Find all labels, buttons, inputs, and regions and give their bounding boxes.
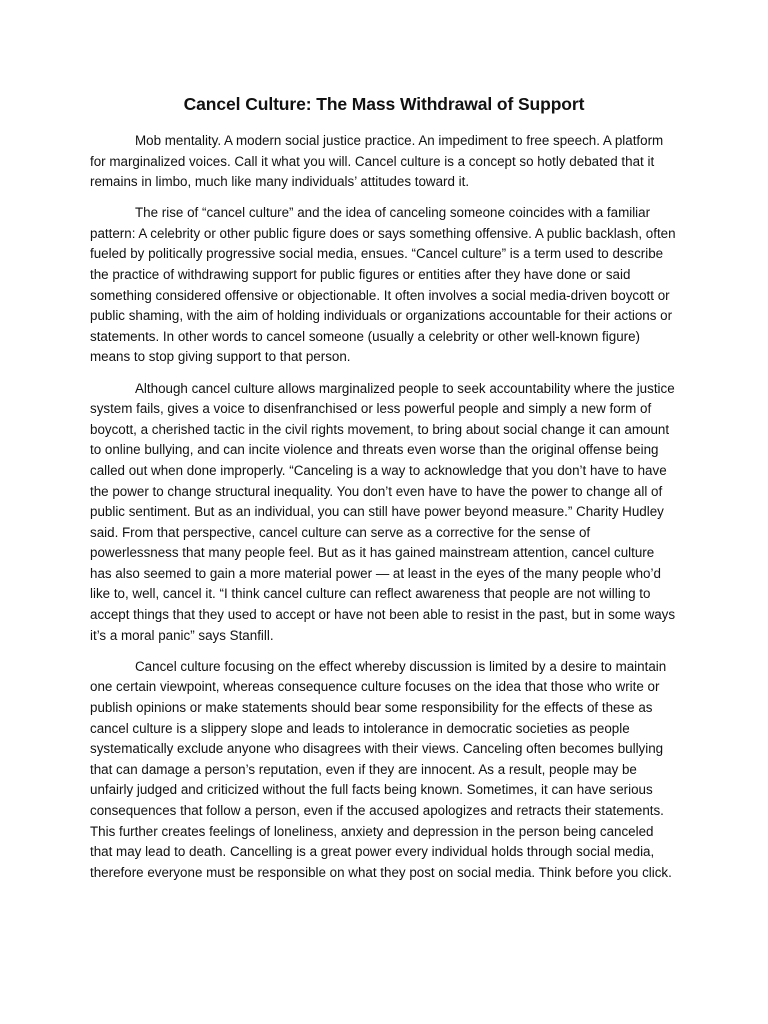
paragraph-accountability: Although cancel culture allows marginalized people to seek accountability where the justice system fails, gives a voice to disenfranchised or less powerful people and simply a new form of boycott, a cherished tactic in the civil rights movement, to bring about social change it can amount to online bullying, and can incite violence and threats even worse than the original offense being called out when done improperly. “Canceling is a way to acknowledge that you don’t have to have the power to change structural inequality. You don’t even have to have the power to change all of public sentiment. But as an individual, you can still have power beyond measure.” Charity Hudley said. From that perspective, cancel culture can serve as a corrective for the sense of powerlessness that many people feel. But as it has gained mainstream attention, cancel culture has also seemed to gain a more material power — at least in the eyes of the many people who’d like to, well, cancel it. “I think cancel culture can reflect awareness that people are not willing to accept things that they used to accept or have not been able to resist in the past, but in some ways it’s a moral panic” says Stanfill. (90, 380, 676, 643)
paragraph-conclusion: Cancel culture focusing on the effect whereby discussion is limited by a desire to maintain one certain viewpoint, whereas consequence culture focuses on the idea that those who write or publish opinions or make statements should bear some responsibility for the effects of these as cancel culture is a slippery slope and leads to intolerance in democratic societies as people systematically exclude anyone who disagrees with their views. Canceling often becomes bullying that can damage a person’s reputation, even if they are innocent. As a result, people may be unfairly judged and criticized without the full facts being known. Sometimes, it can have serious consequences that follow a person, even if the accused apologizes and retracts their statements. This further creates feelings of loneliness, anxiety and depression in the person being canceled that may lead to death. Cancelling is a great power every individual holds through social media, therefore everyone must be responsible on what they post on social media. Think before you click. (90, 658, 672, 880)
document-body (90, 131, 678, 894)
paragraph-definition: The rise of “cancel culture” and the idea of canceling someone coincides with a familiar pattern: A celebrity or other public figure does or says something offensive. A public backlash, often fueled by politically progressive social media, ensues. “Cancel culture” is a term used to describe the practice of withdrawing support for public figures or entities after they have done or said something considered offensive or objectionable. It often involves a social media-driven boycott or public shaming, with the aim of holding individuals or organizations accountable for their actions or statements. In other words to cancel someone (usually a celebrity or other well-known figure) means to stop giving support to that person. (90, 205, 676, 365)
document-title: Cancel Culture: The Mass Withdrawal of Support (183, 94, 585, 114)
paragraph-intro: Mob mentality. A modern social justice practice. An impediment to free speech. A platform for marginalized voices. Call it what you will. Cancel culture is a concept so hotly debated that it remains in limbo, much like many individuals’ attitudes toward it. (90, 133, 664, 190)
